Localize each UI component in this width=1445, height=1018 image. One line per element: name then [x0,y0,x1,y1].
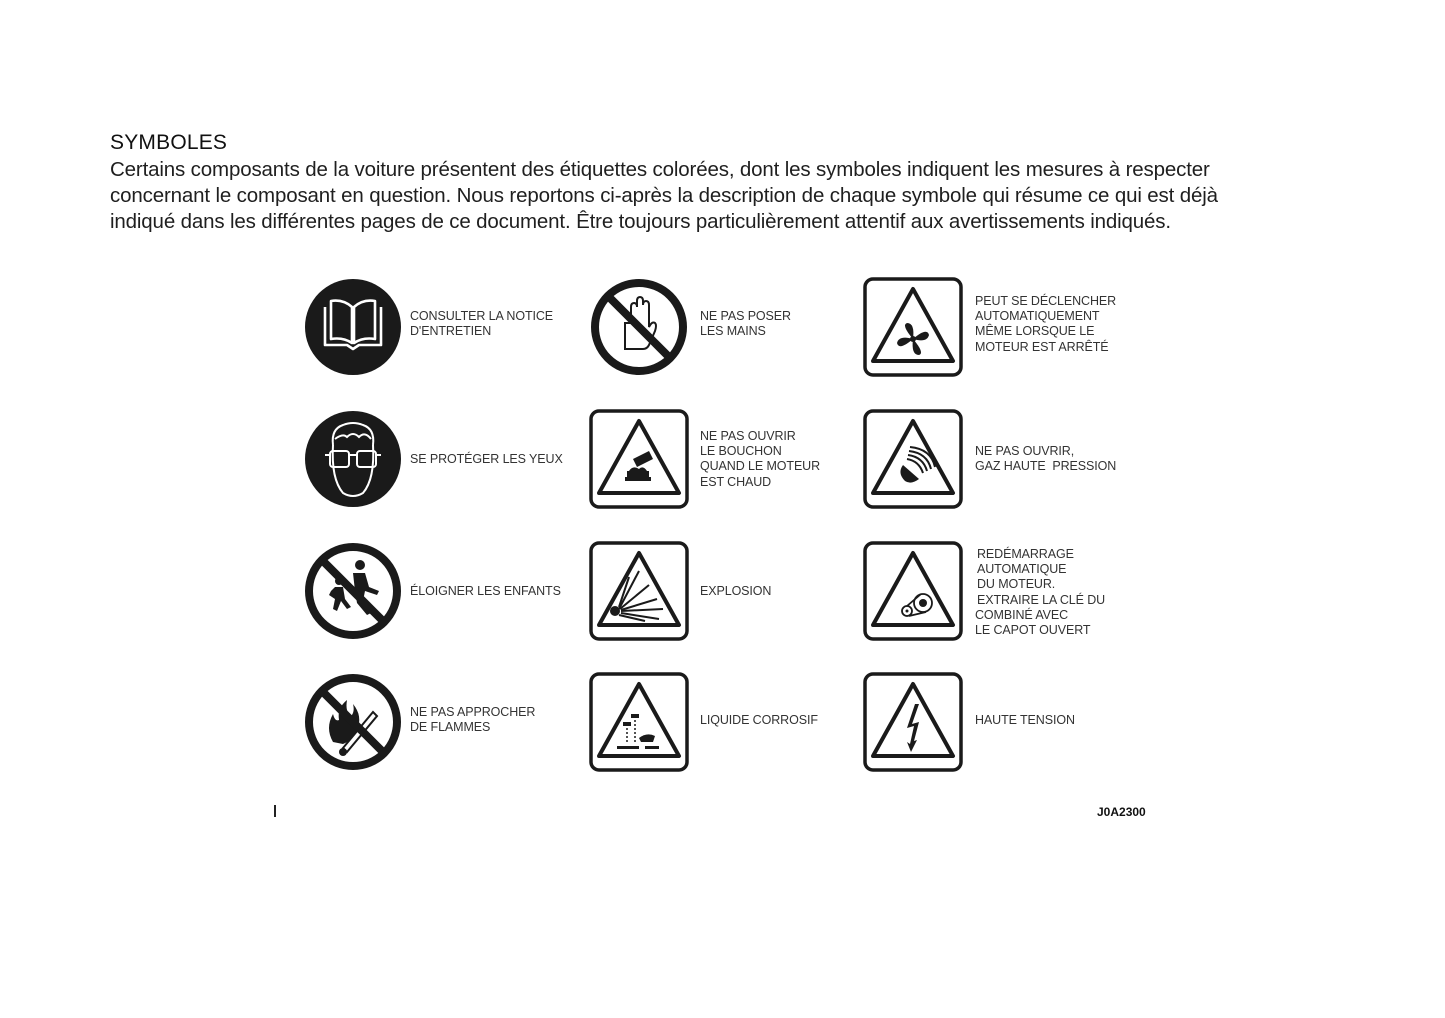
page-margin-mark [274,805,276,817]
high-pressure-warning-icon [863,409,963,509]
fan-warning-icon [863,277,963,377]
symbol-label-high-voltage: HAUTE TENSION [975,713,1075,727]
symbol-label-auto-fan: PEUT SE DÉCLENCHER AUTOMATIQUEMENT MÊME LORSQUE LE MOTEUR EST ARRÊTÉ [975,294,1117,354]
symbol-label-corrosive: LIQUIDE CORROSIF [700,713,818,727]
high-voltage-warning-icon [863,672,963,772]
explosion-warning-icon [589,541,689,641]
symbol-label-auto-restart: REDÉMARRAGE AUTOMATIQUE DU MOTEUR. EXTRAIRE LA CLÉ DU COMBINÉ AVEC LE CAPOT OUVERT [975,547,1106,638]
book-icon [303,277,403,377]
intro-line: Certains composants de la voiture présentent des étiquettes colorées, dont les symboles indiquent les mesures à respecter [110,158,1210,181]
hot-cap-warning-icon [589,409,689,509]
symbol-label-children: ÉLOIGNER LES ENFANTS [410,584,561,598]
intro-line: indiqué dans les différentes pages de ce document. Être toujours particulièrement attentif aux avertissements indiqués. [110,210,1171,233]
symbol-label-explosion: EXPLOSION [700,584,772,598]
symbol-label-no-hands: NE PAS POSER LES MAINS [700,309,791,339]
corrosive-warning-icon [589,672,689,772]
symbol-label-no-flames: NE PAS APPROCHER DE FLAMMES [410,705,536,735]
reference-code: J0A2300 [1097,805,1146,819]
intro-line: concernant le composant en question. Nous reportons ci-après la description de chaque symbole qui résume ce qui est déjà [110,184,1218,207]
symbol-label-eye-protection: SE PROTÉGER LES YEUX [410,452,563,466]
section-heading: SYMBOLES [110,131,228,154]
no-hands-icon [589,277,689,377]
no-flames-icon [303,672,403,772]
symbol-label-high-pressure: NE PAS OUVRIR, GAZ HAUTE PRESSION [975,444,1117,474]
belt-restart-warning-icon [863,541,963,641]
eye-protection-icon [303,409,403,509]
keep-children-away-icon [303,541,403,641]
symbol-label-hot-cap: NE PAS OUVRIR LE BOUCHON QUAND LE MOTEUR EST CHAUD [700,429,821,489]
intro-paragraph [110,157,1330,235]
symbol-label-consult-manual: CONSULTER LA NOTICE D'ENTRETIEN [410,309,554,339]
